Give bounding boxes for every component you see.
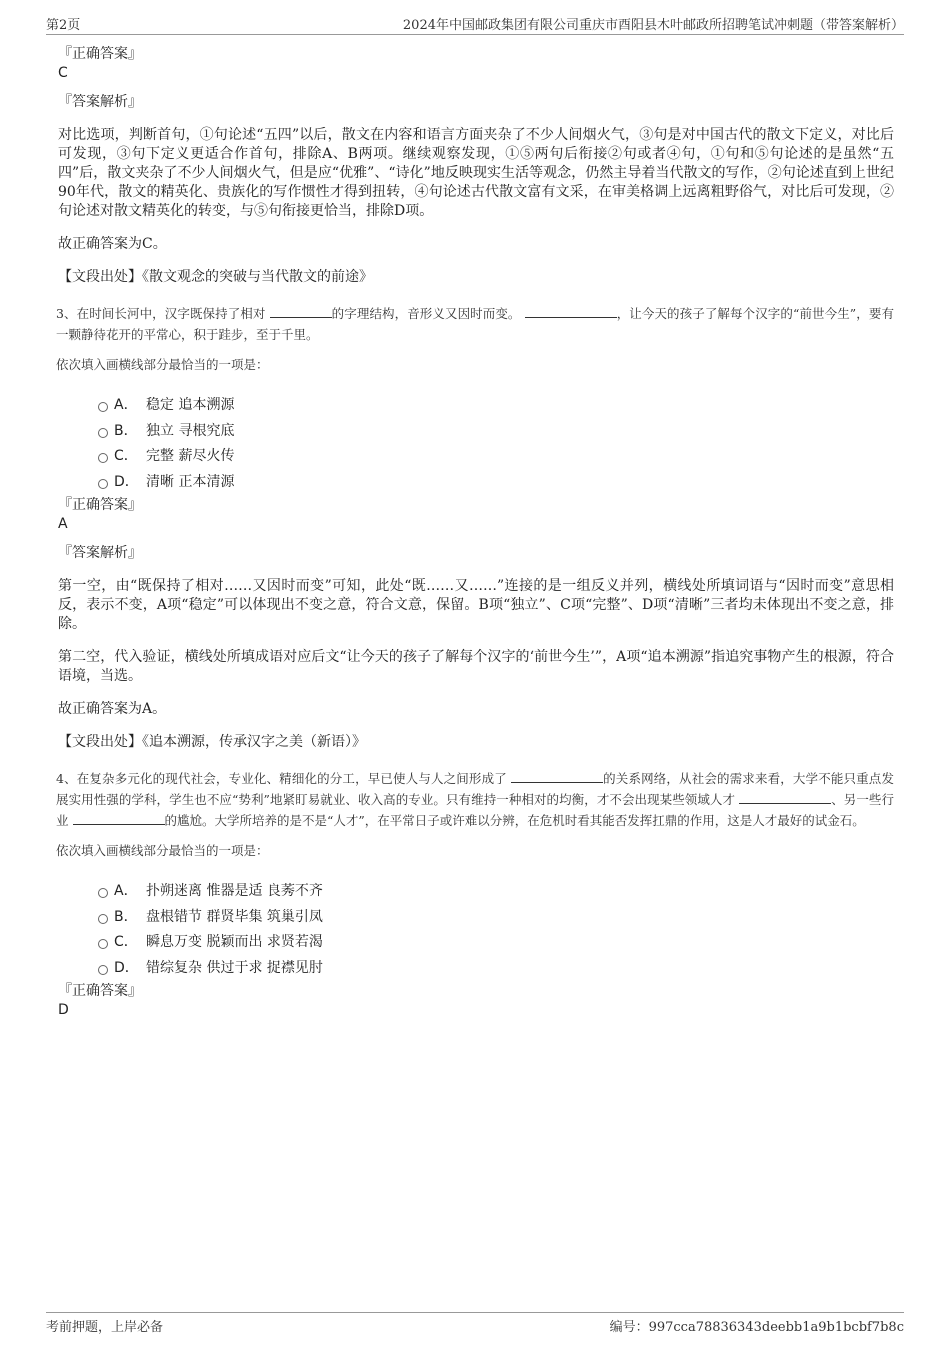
source-line <box>58 268 894 287</box>
correct-answer: D <box>58 1002 69 1018</box>
option-b[interactable]: B． 盘根错节 群贤毕集 筑巢引凤 <box>98 905 894 931</box>
analysis-paragraph: 对比选项，判断首句，①句论述“五四”以后，散文在内容和语言方面夹杂了不少人间烟火气，③句是对中国古代的散文下定义，对比后可发现，③句下定义更适合作首句，排除A、B两项。继续观察发现，①⑤两句后衔接②句或者④句，①句和⑤句论述的是虽然“五四”后，散文夹杂了不少人间烟火气，但是应“优雅”、“诗化”地反映现实生活等观念，仍然主导着当代散文的写作，②句论述直到上世纪90年代，散文的精英化、贵族化的写作惯性才得到扭转，④句论述古代散文富有文采，在审美格调上远离粗野俗气，对比后可发现，②句论述对散文精英化的转变，与⑤句衔接更恰当，排除D项。 <box>58 127 894 219</box>
source-title: 《散文观念的突破与当代散文的前途》 <box>142 269 373 285</box>
document-id: 编号：997cca78836343deebb1a9b1bcbf7b8c <box>609 1320 904 1335</box>
option-d[interactable]: D． 错综复杂 供过于求 捉襟见肘 <box>98 956 894 982</box>
question-3-stem: 3、在时间长河中，汉字既保持了相对 的字理结构，音形义又因时而变。 ，让今天的孩子了解每个汉字的“前世今生”，要有一颗静待花开的平常心，积于跬步，至于千里。 <box>56 306 894 342</box>
analysis-conclusion: 故正确答案为C。 <box>58 236 167 252</box>
source-title: 《追本溯源，传承汉字之美（新语）》 <box>142 734 366 750</box>
analysis-paragraph: 第二空，代入验证，横线处所填成语对应后文“让今天的孩子了解每个汉字的‘前世今生’”，A项“追本溯源”指追究事物产生的根源，符合语境，当选。 <box>58 649 894 684</box>
page-header <box>46 14 904 35</box>
footer-slogan: 考前押题，上岸必备 <box>46 1320 164 1335</box>
answer-label: 『正确答案』 <box>58 497 142 513</box>
source-label: 【文段出处】 <box>58 269 142 285</box>
radio-icon[interactable] <box>98 428 108 438</box>
radio-icon[interactable] <box>98 453 108 463</box>
analysis-conclusion: 故正确答案为A。 <box>58 701 167 717</box>
correct-answer: A <box>58 516 68 532</box>
radio-icon[interactable] <box>98 939 108 949</box>
option-b[interactable]: B． 独立 寻根究底 <box>98 419 894 445</box>
option-a[interactable]: A． 扑朔迷离 惟器是适 良莠不齐 <box>98 879 894 905</box>
correct-answer: C <box>58 65 68 81</box>
question-prompt: 依次填入画横线部分最恰当的一项是： <box>56 357 269 372</box>
page-footer <box>46 1312 904 1336</box>
option-c[interactable]: C． 瞬息万变 脱颖而出 求贤若渴 <box>98 930 894 956</box>
answer-label: 『正确答案』 <box>58 46 142 62</box>
page-content <box>56 44 894 1029</box>
blank-line <box>739 791 831 804</box>
blank-line <box>270 305 332 318</box>
radio-icon[interactable] <box>98 402 108 412</box>
blank-line <box>73 812 165 825</box>
question-4-stem: 4、在复杂多元化的现代社会，专业化、精细化的分工，早已使人与人之间形成了 的关系网络，从社会的需求来看，大学不能只重点发展实用性强的学科，学生也不应“势利”地紧盯易就业、收入高的专业。只有维持一种相对的均衡，才不会出现某些领域人才 、另一些行业 的尴尬。大学所培养的是不是“人才”，在平常日子或许难以分辨，在危机时看其能否发挥扛鼎的作用，这是人才最好的试金石。 <box>56 771 894 828</box>
blank-line <box>511 770 603 783</box>
option-c[interactable]: C． 完整 薪尽火传 <box>98 444 894 470</box>
option-a[interactable]: A． 稳定 追本溯源 <box>98 393 894 419</box>
answer-label: 『正确答案』 <box>58 983 142 999</box>
source-label: 【文段出处】 <box>58 734 142 750</box>
option-d[interactable]: D． 清晰 正本清源 <box>98 470 894 496</box>
document-title: 2024年中国邮政集团有限公司重庆市酉阳县木叶邮政所招聘笔试冲刺题（带答案解析） <box>402 18 904 33</box>
radio-icon[interactable] <box>98 914 108 924</box>
blank-line <box>525 305 617 318</box>
question-prompt: 依次填入画横线部分最恰当的一项是： <box>56 843 269 858</box>
radio-icon[interactable] <box>98 965 108 975</box>
radio-icon[interactable] <box>98 479 108 489</box>
analysis-label: 『答案解析』 <box>58 94 142 110</box>
radio-icon[interactable] <box>98 888 108 898</box>
analysis-label: 『答案解析』 <box>58 545 142 561</box>
analysis-paragraph: 第一空，由“既保持了相对……又因时而变”可知，此处“既……又……”连接的是一组反义并列，横线处所填词语与“因时而变”意思相反，表示不变，A项“稳定”可以体现出不变之意，符合文意，保留。B项“独立”、C项“完整”、D项“清晰”三者均未体现出不变之意，排除。 <box>58 578 894 632</box>
page-number: 第2页 <box>46 18 81 33</box>
source-line <box>58 733 894 752</box>
